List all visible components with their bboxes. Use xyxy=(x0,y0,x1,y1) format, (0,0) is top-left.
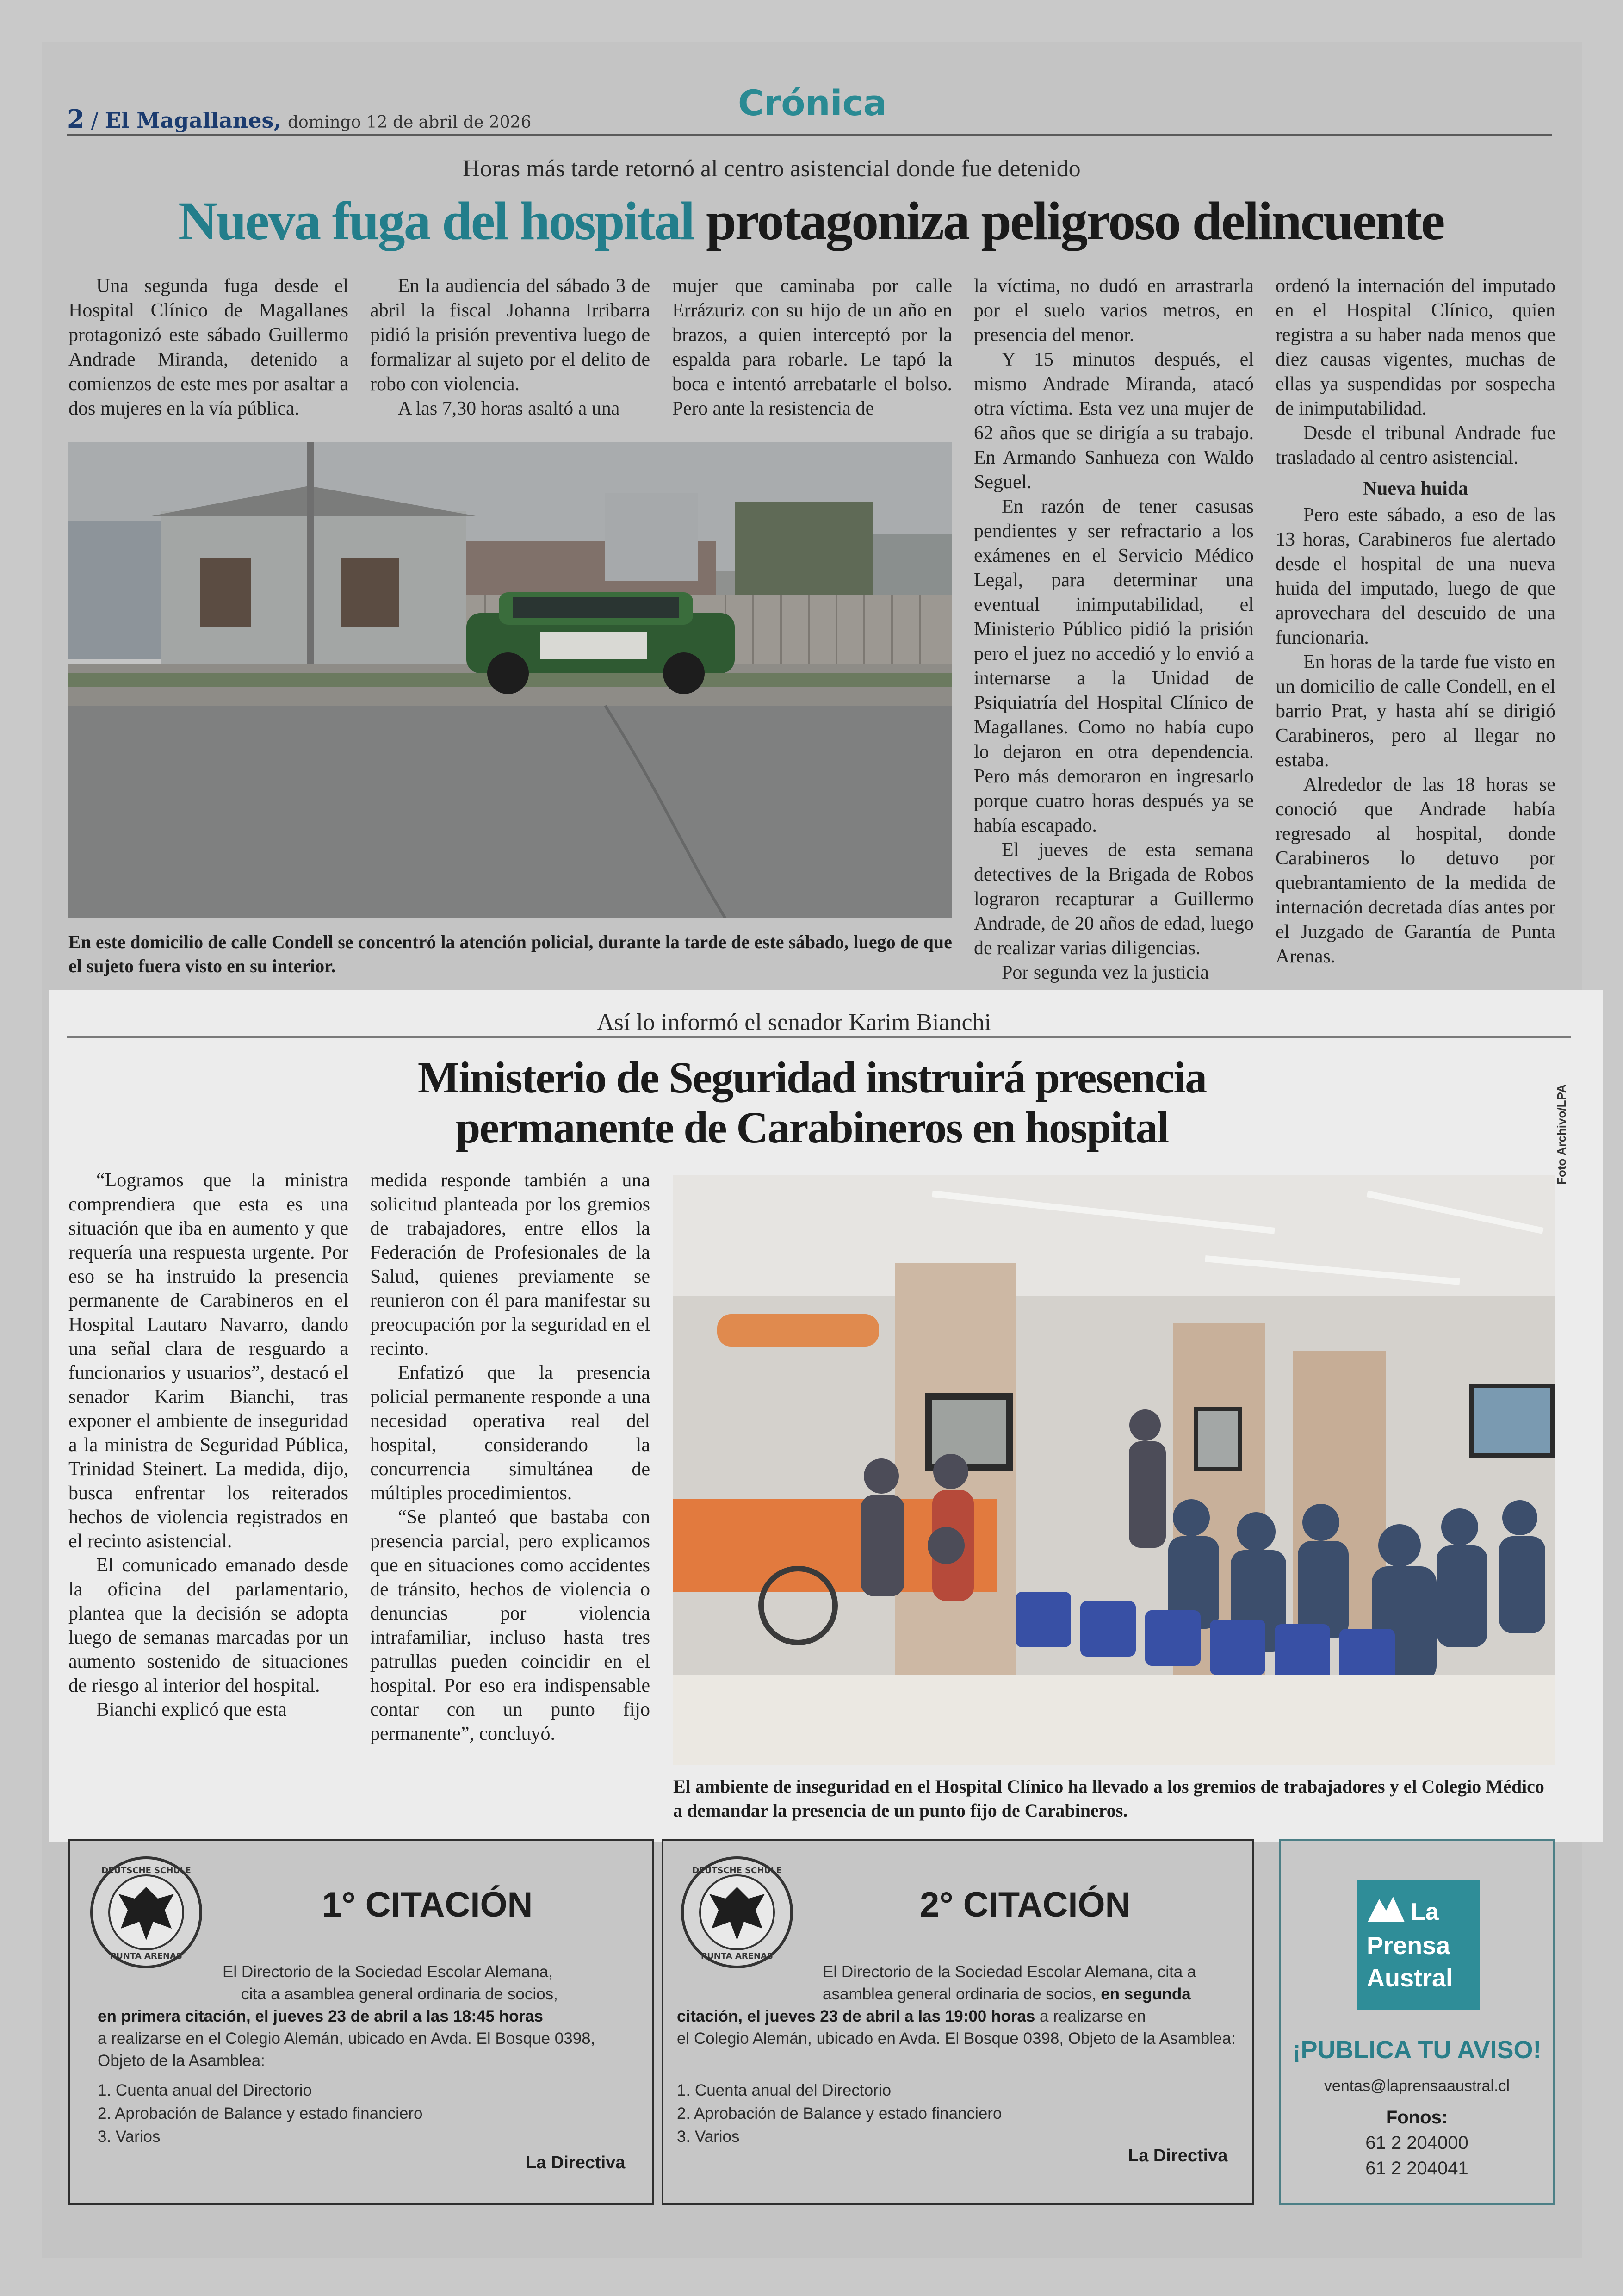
story1-headline-rest: protagoniza peligroso delincuente xyxy=(706,191,1444,251)
story1-subhead: Nueva huida xyxy=(1363,478,1468,499)
story1-column-5 xyxy=(1276,274,1555,969)
ad1-agenda-item: 1. Cuenta anual del Directorio xyxy=(98,2081,312,2099)
running-head-separator: / xyxy=(91,107,99,133)
ad1-line-1: El Directorio de la Sociedad Escolar Alemana, xyxy=(223,1963,553,1981)
story2-kicker-rule xyxy=(67,1036,1571,1038)
ad2-agenda-item: 2. Aprobación de Balance y estado financiero xyxy=(677,2104,1002,2122)
paragraph: Y 15 minutos después, el mismo Andrade Miranda, atacó otra víctima. Esta vez una mujer de 62 años que se dirigía a su trabajo. En Armando Sanhueza con Waldo Seguel. xyxy=(974,349,1254,493)
story2-column-1 xyxy=(68,1168,348,1722)
school-seal-icon xyxy=(88,1855,204,1970)
ad1-signature: La Directiva xyxy=(526,2153,626,2172)
story2-photo xyxy=(673,1175,1555,1765)
paragraph: Desde el tribunal Andrade fue trasladado al centro asistencial. xyxy=(1276,422,1555,468)
paper-name: El Magallanes, xyxy=(105,108,281,133)
paragraph: Bianchi explicó que esta xyxy=(96,1699,287,1720)
mountain-icon xyxy=(1368,1894,1405,1922)
ad2-agenda xyxy=(677,2079,1002,2148)
paragraph: “Se planteó que bastaba con presencia parcial, pero explicamos que en situaciones como accidentes de tránsito, hechos de violencia o denuncias por violencia intrafamiliar, incluso hasta tres patrullas pueden coincidir en el hospital. Por eso era indispensable contar con un punto fijo permanente”, concluyó. xyxy=(370,1507,650,1744)
ad2-signature: La Directiva xyxy=(1128,2146,1228,2166)
la-prensa-austral-logo xyxy=(1357,1880,1480,2010)
masthead-rule xyxy=(67,134,1552,136)
story1-caption: En este domicilio de calle Condell se concentró la atención policial, durante la tarde de este sábado, luego de que el sujeto fuera visto en su interior. xyxy=(68,931,952,976)
paragraph: En horas de la tarde fue visto en un domicilio de calle Condell, en el barrio Prat, y hasta ahí se dirigió Carabineros, pero al llegar no estaba. xyxy=(1276,652,1555,771)
paragraph: ordenó la internación del imputado en el Hospital Clínico, quien registra a su haber nada menos que diez causas vigentes, muchas de ellas ya suspendidas por sospecha de inimputabilidad. xyxy=(1276,275,1555,419)
paragraph: Alrededor de las 18 horas se conoció que Andrade había regresado al hospital, donde Carabineros lo detuvo por quebrantamiento de la medida de internación decretada días antes por el Juzgado de Garantía de Punta Arenas. xyxy=(1276,774,1555,967)
seal-text-top: DEUTSCHE SCHULE xyxy=(692,1866,782,1875)
story1-headline xyxy=(178,190,1444,253)
ad1-agenda xyxy=(98,2079,422,2148)
publica-tu-aviso-promo xyxy=(1279,1839,1555,2205)
seal-text-bottom: PUNTA ARENAS xyxy=(110,1951,182,1961)
story1-photo xyxy=(68,442,952,918)
promo-phones-label: Fonos: xyxy=(1386,2107,1448,2128)
story1-column-1 xyxy=(68,274,348,421)
paragraph: “Logramos que la ministra comprendiera que esta es una situación que iba en aumento y que requería una respuesta urgente. Por eso se ha instruido la presencia permanente de Carabineros en el Hospital Lautaro Navarro, dando una señal clara de resguardo a funcionarios y usuarios”, destacó el senador Karim Bianchi, tras exponer el ambiente de inseguridad a la ministra de Seguridad Pública, Trinidad Steinert. La medida, dijo, busca enfrentar los reiterados hechos de violencia registrados en el recinto asistencial. xyxy=(68,1170,348,1552)
ad2-line-1: El Directorio de la Sociedad Escolar Alemana, cita a xyxy=(823,1963,1196,1981)
paragraph: A las 7,30 horas asaltó a una xyxy=(398,398,620,419)
paragraph: Una segunda fuga desde el Hospital Clínico de Magallanes protagonizó este sábado Guillermo Andrade Miranda, detenido a comienzos de este mes por asaltar a dos mujeres en la vía pública. xyxy=(68,275,348,419)
ad1-agenda-item: 3. Varios xyxy=(98,2128,161,2146)
page-number: 2 xyxy=(67,104,85,134)
story2-headline-line-1: Ministerio de Seguridad instruirá presencia xyxy=(417,1053,1207,1102)
ad1-rest: a realizarse en el Colegio Alemán, ubicado en Avda. El Bosque 0398, Objeto de la Asamblea: xyxy=(98,2029,595,2070)
photo-credit: Foto Archivo/LPA xyxy=(1555,1084,1568,1185)
hospital-photo-illustration xyxy=(673,1175,1555,1765)
paragraph: Enfatizó que la presencia policial permanente responde a una necesidad operativa real del hospital, considerando la concurrencia simultánea de múltiples procedimientos. xyxy=(370,1362,650,1504)
story2-kicker: Así lo informó el senador Karim Bianchi xyxy=(597,1009,991,1036)
ad2-line-2: asamblea general ordinaria de socios, xyxy=(823,1985,1096,2003)
paragraph: El comunicado emanado desde la oficina del parlamentario, plantea que la decisión se adopta luego de semanas marcadas por un aumento sostenido de situaciones de riesgo al interior del hospital. xyxy=(68,1555,348,1696)
story1-kicker: Horas más tarde retornó al centro asistencial donde fue detenido xyxy=(463,155,1081,182)
ad2-agenda-item: 3. Varios xyxy=(677,2128,740,2146)
street-photo-illustration xyxy=(68,442,952,918)
section-title: Crónica xyxy=(738,82,887,124)
paragraph: En razón de tener casusas pendientes y ser refractario a los exámenes en el Servicio Médico Legal, para determinar una eventual inimputabilidad, el Ministerio Público pidió la prisión pero el juez no accedió y lo envió a internarse a la Unidad de Psiquiatría del Hospital Clínico de Magallanes. Como no había cupo lo dejaron en otra dependencia. Pero más demoraron en ingresarlo porque cuatro horas después ya se había escapado. xyxy=(974,496,1254,836)
paragraph: El jueves de esta semana detectives de la Brigada de Robos lograron recapturar a Guillermo Andrade, de 20 años de edad, luego de realizar varias diligencias. xyxy=(974,839,1254,959)
ad1-agenda-item: 2. Aprobación de Balance y estado financiero xyxy=(98,2104,423,2122)
paragraph: mujer que caminaba por calle Errázuriz con su hijo de un año en brazos, a quien interceptó por la espalda para robarle. Le tapó la boca e intentó arrebatarle el bolso. Pero ante la resistencia de xyxy=(672,275,952,419)
logo-line-3: Austral xyxy=(1367,1964,1453,1992)
ad1-body xyxy=(98,1961,639,2072)
promo-email[interactable]: ventas@laprensaaustral.cl xyxy=(1324,2077,1510,2095)
running-head xyxy=(67,104,531,134)
promo-cta: ¡PUBLICA TU AVISO! xyxy=(1292,2036,1542,2064)
issue-date: domingo 12 de abril de 2026 xyxy=(288,113,532,132)
citation-ad-1 xyxy=(68,1839,654,2205)
promo-phone[interactable]: 61 2 204041 xyxy=(1365,2158,1468,2178)
ad2-agenda-item: 1. Cuenta anual del Directorio xyxy=(677,2081,892,2099)
ad1-line-2: cita a asamblea general ordinaria de socios, xyxy=(241,1985,558,2003)
story1-column-4 xyxy=(974,274,1254,985)
ad2-line-2-bold: en segunda xyxy=(1101,1985,1191,2003)
promo-phone[interactable]: 61 2 204000 xyxy=(1365,2133,1468,2153)
story1-column-2 xyxy=(370,274,650,421)
story2-headline xyxy=(305,1053,1319,1153)
ad2-bold-tail: a realizarse en xyxy=(1040,2007,1146,2025)
ad1-title: 1° CITACIÓN xyxy=(322,1885,533,1924)
paragraph: Pero este sábado, a eso de las 13 horas, Carabineros fue alertado desde el hospital de una nueva huida del imputado, luego de que aprovechara del descuido de una funcionaria. xyxy=(1276,504,1555,648)
ad2-bold-line: citación, el jueves 23 de abril a las 19:00 horas xyxy=(677,2007,1035,2025)
citation-ad-2 xyxy=(662,1839,1254,2205)
story1-column-3 xyxy=(672,274,952,421)
logo-line-1: La xyxy=(1411,1899,1439,1925)
paragraph: En la audiencia del sábado 3 de abril la fiscal Johanna Irribarra pidió la prisión preventiva luego de formalizar al sujeto por el delito de robo con violencia. xyxy=(370,275,650,395)
story2-caption: El ambiente de inseguridad en el Hospital Clínico ha llevado a los gremios de trabajadores y el Colegio Médico a demandar la presencia de un punto fijo de Carabineros. xyxy=(673,1776,1544,1821)
ad2-title: 2° CITACIÓN xyxy=(920,1885,1131,1924)
logo-line-2: Prensa xyxy=(1367,1932,1450,1960)
ad2-rest: el Colegio Alemán, ubicado en Avda. El Bosque 0398, Objeto de la Asamblea: xyxy=(677,2029,1236,2048)
story2-column-2 xyxy=(370,1168,650,1746)
school-seal-icon xyxy=(679,1855,795,1970)
seal-text-top: DEUTSCHE SCHULE xyxy=(101,1866,191,1875)
story2-headline-line-2: permanente de Carabineros en hospital xyxy=(455,1103,1169,1152)
paragraph: medida responde también a una solicitud planteada por los gremios de trabajadores, entre ellos la Federación de Profesionales de la Salud, quienes previamente se reunieron con él para manifestar su preocupación por la seguridad en el recinto. xyxy=(370,1170,650,1359)
paragraph: Por segunda vez la justicia xyxy=(1002,962,1209,983)
ad1-bold-line: en primera citación, el jueves 23 de abril a las 18:45 horas xyxy=(98,2007,543,2025)
paragraph: la víctima, no dudó en arrastrarla por el suelo varios metros, en presencia del menor. xyxy=(974,275,1254,346)
story1-headline-highlight: Nueva fuga del hospital xyxy=(178,191,694,251)
ad2-body xyxy=(677,1961,1241,2050)
seal-text-bottom: PUNTA ARENAS xyxy=(701,1951,773,1961)
